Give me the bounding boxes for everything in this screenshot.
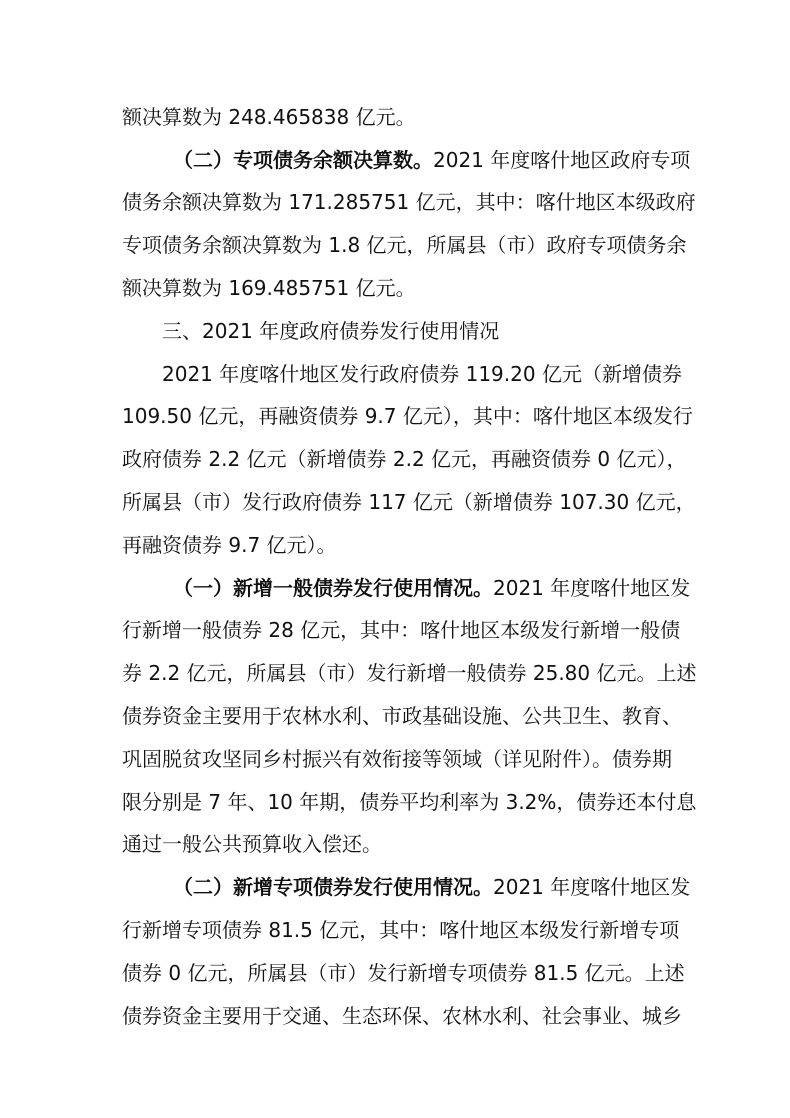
section-heading: （二）新增专项债券发行使用情况。: [173, 875, 493, 899]
text-line: 巩固脱贫攻坚同乡村振兴有效衔接等领域（详见附件）。债券期: [122, 747, 672, 771]
text-line: 所属县（市）发行政府债券 117 亿元（新增债券 107.30 亿元，: [122, 490, 696, 514]
text-line: 行新增专项债券 81.5 亿元，其中：喀什地区本级发行新增专项: [122, 918, 680, 942]
text-line: 债券资金主要用于交通、生态环保、农林水利、社会事业、城乡: [122, 1004, 682, 1028]
text-line: [162, 318, 499, 344]
text-line: 债务余额决算数为 171.285751 亿元，其中：喀什地区本级政府: [122, 190, 696, 214]
section-heading: 三、2021 年度政府债券发行使用情况: [162, 319, 500, 343]
text-line: 2021 年度喀什地区发行政府债券 119.20 亿元（新增债券: [162, 362, 682, 386]
section-heading: （一）新增一般债券发行使用情况。: [173, 576, 493, 600]
text-line: 109.50 亿元，再融资债券 9.7 亿元），其中：喀什地区本级发行: [122, 404, 693, 428]
text-line: （一）新增一般债券发行使用情况。2021 年度喀什地区发: [173, 576, 691, 600]
text-line: 额决算数为 248.465838 亿元。: [122, 105, 416, 129]
text-line: 专项债务余额决算数为 1.8 亿元，所属县（市）政府专项债务余: [122, 233, 687, 257]
text-line: 债券 0 亿元，所属县（市）发行新增专项债券 81.5 亿元。上述: [122, 961, 685, 985]
section-heading: （二）专项债务余额决算数。: [173, 148, 433, 172]
text-line: 通过一般公共预算收入偿还。: [122, 832, 382, 856]
text-line: （二）专项债务余额决算数。2021 年度喀什地区政府专项: [173, 148, 691, 172]
text-line: 限分别是 7 年、10 年期，债券平均利率为 3.2%，债券还本付息: [122, 790, 697, 814]
text-line: 政府债券 2.2 亿元（新增债券 2.2 亿元，再融资债券 0 亿元），: [122, 447, 687, 471]
text-line: 额决算数为 169.485751 亿元。: [122, 276, 416, 300]
text-line: 再融资债券 9.7 亿元）。: [122, 533, 337, 557]
text-line: （二）新增专项债券发行使用情况。2021 年度喀什地区发: [173, 875, 691, 899]
text-line: 行新增一般债券 28 亿元，其中：喀什地区本级发行新增一般债: [122, 618, 681, 642]
text-line: 券 2.2 亿元，所属县（市）发行新增一般债券 25.80 亿元。上述: [122, 661, 697, 685]
text-line: 债券资金主要用于农林水利、市政基础设施、公共卫生、教育、: [122, 704, 682, 728]
